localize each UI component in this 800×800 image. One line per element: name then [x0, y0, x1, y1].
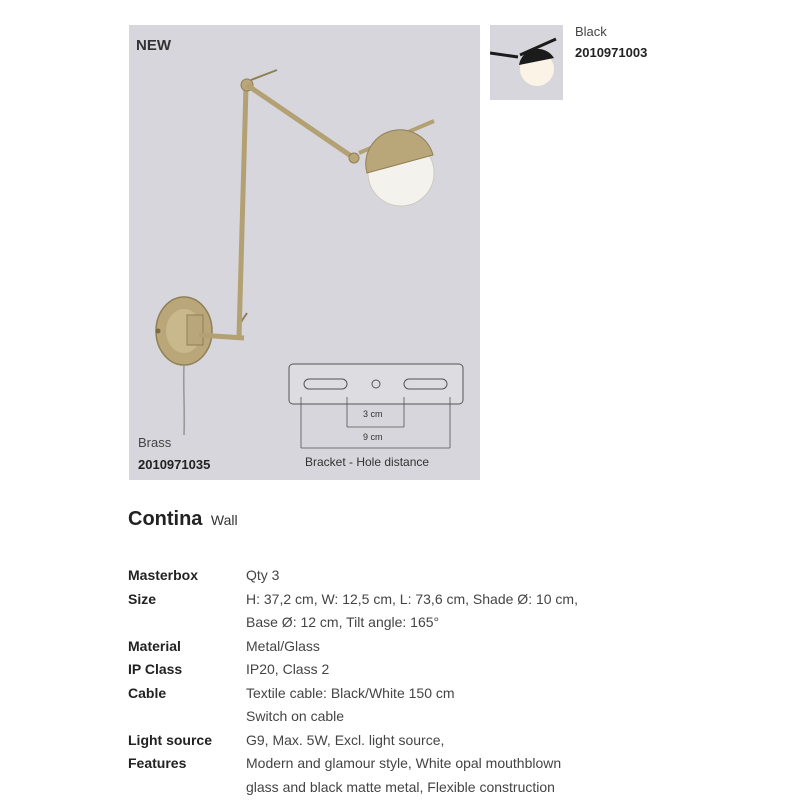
spec-label: Features — [128, 755, 187, 771]
product-title — [128, 508, 238, 531]
product-name: Contina — [128, 508, 203, 530]
plate-screw-shape — [156, 329, 161, 334]
spec-value: G9, Max. 5W, Excl. light source, — [246, 731, 445, 748]
spec-label: Size — [128, 590, 157, 607]
spec-row-features — [128, 752, 578, 799]
spec-value: IP20, Class 2 — [246, 661, 330, 677]
product-thumbnail-black[interactable] — [490, 25, 563, 100]
spec-row-light-source — [128, 729, 578, 753]
spec-value: Base Ø: 12 cm, Tilt angle: 165° — [246, 614, 440, 630]
spec-value: Textile cable: Black/White 150 cm — [246, 684, 455, 701]
cable-shape — [184, 365, 185, 435]
spec-label: Material — [128, 637, 181, 654]
upper-arm-shape — [247, 85, 354, 158]
spec-value: Metal/Glass — [246, 637, 320, 654]
spec-label: Masterbox — [128, 567, 199, 583]
product-photo-brass — [129, 25, 480, 480]
spec-value: glass and black matte metal, Flexible construction — [246, 778, 555, 795]
variant-name-black: Black — [575, 24, 607, 39]
top-knob-shape — [251, 70, 277, 80]
spec-value: Qty 3 — [246, 567, 280, 583]
bracket-plate-shape — [289, 364, 463, 404]
bracket-outer-distance: 9 cm — [363, 432, 383, 442]
lower-arm-shape — [239, 87, 246, 337]
spec-label: Cable — [128, 684, 167, 701]
variant-name-brass: Brass — [138, 435, 172, 450]
new-badge: NEW — [136, 37, 171, 54]
variant-code-black: 2010971003 — [575, 45, 648, 60]
spec-label: Light source — [128, 731, 213, 748]
spec-row-masterbox — [128, 564, 578, 588]
shade-joint-shape — [349, 153, 359, 163]
spec-row-material — [128, 635, 578, 659]
brass-lamp-illustration — [129, 25, 480, 480]
product-type: Wall — [210, 512, 238, 528]
variant-code-brass: 2010971035 — [138, 457, 211, 472]
spec-label: IP Class — [128, 661, 183, 677]
base-joint-shape — [187, 315, 203, 345]
spec-row-size — [128, 588, 578, 635]
spec-value: Switch on cable — [246, 708, 345, 724]
black-lamp-illustration — [490, 25, 563, 100]
bracket-caption: Bracket - Hole distance — [305, 455, 430, 469]
spec-value: Modern and glamour style, White opal mouthblown — [246, 755, 562, 771]
black-arm-shape — [490, 53, 518, 57]
bracket-inner-distance: 3 cm — [363, 409, 383, 419]
spec-row-ip-class — [128, 658, 578, 682]
spec-row-cable — [128, 682, 578, 729]
spec-table — [128, 564, 578, 799]
spec-value: H: 37,2 cm, W: 12,5 cm, L: 73,6 cm, Shade Ø: 10 cm, — [246, 590, 578, 607]
